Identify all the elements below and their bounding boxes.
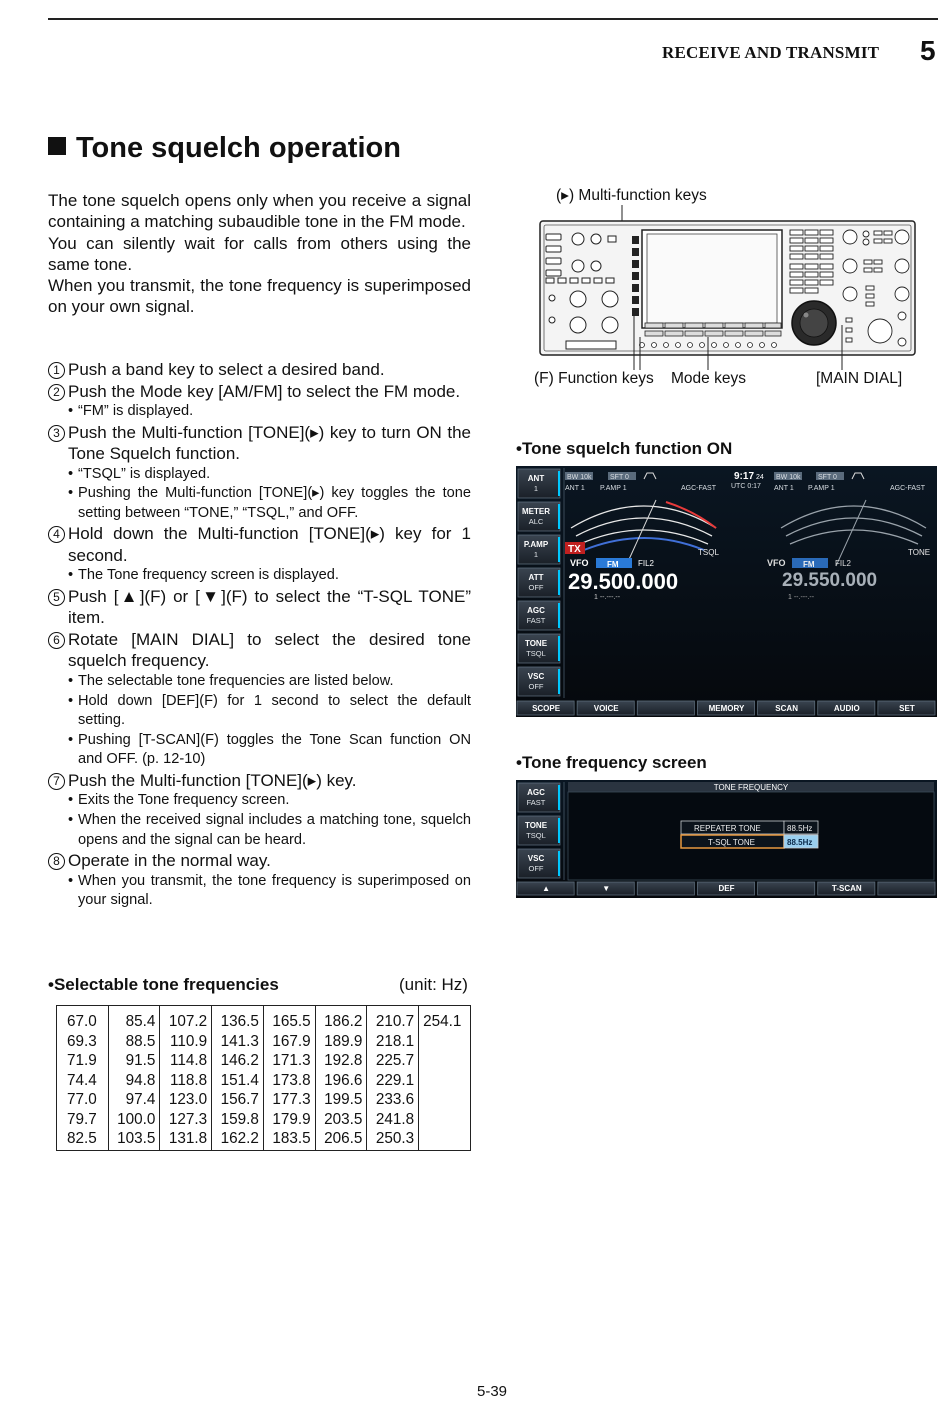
tone-value: 88.5 (125, 1032, 156, 1050)
step-text: Push the Mode key [AM/FM] to select the FM mode. (68, 381, 461, 401)
step-note: • When you transmit, the tone frequency is superimposed on your signal. (48, 872, 471, 911)
main-agc: AGC-FAST (681, 485, 717, 492)
page-number: 5-39 (477, 1383, 508, 1400)
tone-value: 97.4 (125, 1091, 156, 1108)
bottom-key[interactable] (758, 701, 815, 715)
tone-value: 131.8 (168, 1130, 208, 1147)
step-item (48, 770, 471, 792)
step-item (48, 381, 471, 403)
bottom-key[interactable] (517, 882, 574, 895)
side-key[interactable] (518, 783, 560, 812)
tone-value: 210.7 (375, 1013, 415, 1030)
main-memory: 1 --.---.-- (594, 594, 621, 601)
side-key[interactable] (518, 502, 560, 531)
step-note: • Exits the Tone frequency screen. (48, 791, 471, 811)
tone-value: 79.7 (67, 1110, 97, 1128)
tone-value: 203.5 (324, 1110, 363, 1128)
step-text: Push the Multi-function [TONE](▸) key to turn ON the Tone Squelch function. (68, 422, 471, 464)
sub-vfo: VFO (767, 558, 786, 568)
side-key-label: METER (522, 507, 550, 516)
main-mode: FM (607, 560, 619, 569)
header-rule (48, 18, 938, 20)
side-key-value: TSQL (526, 649, 546, 658)
tone-table-unit: (unit: Hz) (399, 975, 468, 994)
side-key-label: ATT (528, 573, 544, 582)
side-key-value: OFF (528, 682, 544, 691)
side-key[interactable] (518, 667, 560, 696)
step-note: • “TSQL” is displayed. (48, 465, 471, 485)
sub-tone-indicator: TONE (908, 548, 931, 557)
tone-value: 118.8 (169, 1071, 208, 1089)
side-key-label: VSC (527, 672, 545, 681)
tone-column (315, 1006, 367, 1151)
tsql-tone-value[interactable]: 88.5Hz (787, 838, 813, 847)
intro-paragraph: The tone squelch opens only when you receive a signal containing a matching subaudible tone in the FM mode. (48, 191, 471, 232)
side-key[interactable] (518, 469, 560, 498)
side-key-value: OFF (528, 583, 544, 592)
repeater-tone-label[interactable]: REPEATER TONE (694, 824, 761, 833)
intro-text (48, 190, 471, 318)
tone-column (108, 1006, 160, 1151)
main-ant: ANT 1 (565, 485, 585, 492)
step-item (48, 850, 471, 872)
step-item (48, 586, 471, 629)
tone-value: 167.9 (272, 1032, 311, 1050)
bottom-key[interactable] (818, 882, 875, 895)
side-key[interactable] (518, 535, 560, 564)
sub-bw: BW 10k (776, 474, 801, 481)
step-text: Push the Multi-function [TONE](▸) key. (68, 770, 357, 790)
step-note: • Hold down [DEF](F) for 1 second to select the default setting. (48, 692, 471, 731)
tx-indicator: TX (568, 544, 581, 555)
bottom-key-label: ▲ (542, 884, 551, 893)
main-bw: BW 10k (567, 474, 592, 481)
tone-column (263, 1006, 315, 1151)
utc-clock: UTC 0:17 (731, 483, 761, 490)
instruction-steps (48, 359, 471, 911)
screen1-caption: • Tone squelch function ON (516, 439, 732, 459)
chapter-title: RECEIVE AND TRANSMIT (662, 43, 880, 62)
bottom-key-label: DEF (718, 884, 735, 893)
clock-seconds: 24 (756, 474, 764, 481)
side-key-value: 1 (533, 550, 539, 559)
tsql-tone-label[interactable]: T-SQL TONE (708, 838, 755, 847)
side-key-label: ANT (527, 474, 545, 483)
sub-frequency: 29.550.000 (782, 570, 878, 591)
step-text: Push [▲](F) or [▼](F) to select the “T-SQL TONE” item. (68, 586, 471, 628)
bottom-key-label: VOICE (593, 704, 619, 713)
step-number: 3 (48, 425, 65, 442)
tone-squelch-on-screen (516, 466, 937, 717)
chapter-number: 5 (920, 35, 936, 66)
tone-value: 107.2 (168, 1013, 208, 1030)
mode-keys-label: Mode keys (671, 370, 746, 387)
tone-column (57, 1006, 109, 1151)
tone-value: 241.8 (375, 1110, 415, 1128)
tone-value: 189.9 (324, 1032, 363, 1050)
step-number: 2 (48, 384, 65, 401)
step-note: • When the received signal includes a matching tone, squelch opens and the signal can be heard. (48, 811, 471, 850)
tone-column (367, 1006, 419, 1151)
sub-agc: AGC-FAST (890, 485, 926, 492)
tone-value: 218.1 (375, 1032, 415, 1050)
main-frequency: 29.500.000 (568, 569, 679, 594)
side-key[interactable] (518, 849, 560, 878)
section-title (48, 132, 401, 165)
tone-value: 199.5 (324, 1091, 363, 1108)
main-tsql-indicator: TSQL (698, 548, 719, 557)
side-key-value: ALC (528, 517, 544, 526)
tone-value: 165.5 (272, 1013, 311, 1030)
sub-filter: FIL2 (835, 559, 852, 568)
tone-value: 77.0 (67, 1091, 97, 1108)
step-note: • The Tone frequency screen is displayed. (48, 566, 471, 586)
function-keys-label: (F) Function keys (534, 370, 654, 387)
step-item (48, 523, 471, 566)
step-number: 4 (48, 526, 65, 543)
tone-value: 127.3 (168, 1110, 208, 1128)
bottom-key[interactable] (577, 701, 634, 715)
tone-value: 110.9 (169, 1032, 208, 1050)
tone-value: 100.0 (117, 1110, 156, 1128)
step-text: Rotate [MAIN DIAL] to select the desired tone squelch frequency. (68, 629, 471, 671)
step-number: 8 (48, 853, 65, 870)
tone-value: 123.0 (168, 1091, 208, 1108)
side-key-value: 1 (533, 484, 539, 493)
bottom-key-label: ▼ (602, 884, 611, 893)
bottom-key[interactable] (878, 882, 935, 895)
main-dial-label: [MAIN DIAL] (816, 370, 903, 387)
side-key-label: TONE (524, 821, 548, 830)
tone-value: 69.3 (67, 1032, 97, 1050)
tone-value: 162.2 (220, 1130, 259, 1147)
screen2-caption: • Tone frequency screen (516, 753, 707, 773)
intro-paragraph: When you transmit, the tone frequency is superimposed on your own signal. (48, 276, 471, 317)
tone-column (419, 1006, 471, 1151)
tone-value: 103.5 (117, 1130, 156, 1147)
bottom-key[interactable] (818, 701, 875, 715)
side-key-label: P.AMP (523, 540, 549, 549)
step-note: • Pushing the Multi-function [TONE](▸) key toggles the tone setting between “TONE,” “TSQL,” and OFF. (48, 484, 471, 523)
side-key-value: FAST (526, 798, 546, 807)
bottom-key[interactable] (697, 882, 754, 895)
tone-value: 206.5 (324, 1130, 363, 1147)
tone-column (212, 1006, 264, 1151)
tone-value: 74.4 (67, 1071, 97, 1089)
step-number: 5 (48, 589, 65, 606)
tone-frequency-title: TONE FREQUENCY (713, 783, 789, 792)
side-key-label: AGC (527, 606, 545, 615)
bottom-key[interactable] (878, 701, 935, 715)
sub-pamp: P.AMP 1 (808, 485, 835, 492)
bottom-key-label: SCAN (775, 704, 798, 713)
clock: 9:17 (734, 471, 755, 482)
sub-ant: ANT 1 (774, 485, 794, 492)
tone-value: 177.3 (272, 1091, 311, 1108)
tone-value: 229.1 (375, 1071, 415, 1089)
tone-value: 71.9 (67, 1052, 97, 1069)
sub-mode: FM (803, 560, 815, 569)
tone-table-caption: • Selectable tone frequencies (48, 975, 279, 995)
step-text: Push a band key to select a desired band. (68, 360, 385, 379)
tone-value: 141.3 (220, 1032, 259, 1050)
tone-value: 114.8 (169, 1052, 208, 1069)
main-sft: SFT 0 (610, 474, 629, 481)
side-key[interactable] (518, 816, 560, 845)
tone-value: 173.8 (272, 1071, 311, 1089)
tone-value: 151.4 (220, 1071, 259, 1089)
tone-value: 171.3 (272, 1052, 311, 1069)
tone-value: 136.5 (220, 1013, 259, 1030)
side-key-label: AGC (527, 788, 545, 797)
tone-frequency-table (56, 1005, 471, 1151)
tone-value: 94.8 (125, 1071, 156, 1089)
main-filter: FIL2 (638, 559, 655, 568)
main-vfo: VFO (570, 558, 589, 568)
step-number: 1 (48, 362, 65, 379)
tone-value: 91.5 (125, 1052, 156, 1069)
tone-value: 192.8 (324, 1052, 363, 1069)
tone-value: 159.8 (220, 1110, 259, 1128)
bottom-key[interactable] (637, 882, 694, 895)
side-key[interactable] (518, 601, 560, 630)
step-note: • Pushing [T-SCAN](F) toggles the Tone Scan function ON and OFF. (p. 12-10) (48, 731, 471, 770)
side-key[interactable] (518, 568, 560, 597)
repeater-tone-value[interactable]: 88.5Hz (787, 824, 813, 833)
bottom-key[interactable] (697, 701, 754, 715)
bottom-key[interactable] (758, 882, 815, 895)
tone-value: 85.4 (125, 1013, 156, 1030)
tone-value: 186.2 (324, 1013, 363, 1030)
step-note: • The selectable tone frequencies are listed below. (48, 672, 471, 692)
tone-value: 233.6 (375, 1091, 415, 1108)
tone-frequency-screen (516, 780, 937, 898)
step-note: • “FM” is displayed. (48, 402, 471, 422)
tone-value: 146.2 (220, 1052, 259, 1069)
step-text: Operate in the normal way. (68, 851, 271, 871)
bottom-key[interactable] (577, 882, 634, 895)
sub-sft: SFT 0 (818, 474, 837, 481)
tone-value: 67.0 (67, 1013, 97, 1030)
bottom-key-label: AUDIO (833, 704, 860, 713)
side-key-value: TSQL (526, 831, 546, 840)
tone-value: 196.6 (324, 1071, 363, 1089)
tone-value: 183.5 (272, 1130, 311, 1147)
tone-value: 82.5 (67, 1130, 97, 1147)
section-title-text: Tone squelch operation (76, 132, 401, 164)
step-item (48, 359, 471, 381)
tone-value: 225.7 (375, 1052, 415, 1069)
bottom-key[interactable] (637, 701, 694, 715)
tone-column (160, 1006, 212, 1151)
bottom-key[interactable] (517, 701, 574, 715)
multi-function-keys-label: (▸) Multi-function keys (556, 187, 707, 204)
sub-memory: 1 --.---.-- (788, 594, 815, 601)
main-pamp: P.AMP 1 (600, 485, 627, 492)
step-number: 6 (48, 632, 65, 649)
step-text: Hold down the Multi-function [TONE](▸) key for 1 second. (68, 524, 471, 565)
step-number: 7 (48, 773, 65, 790)
bottom-key-label: MEMORY (708, 704, 745, 713)
step-item (48, 629, 471, 672)
bottom-key-label: SET (899, 704, 915, 713)
side-key-value: FAST (526, 616, 546, 625)
side-key-value: OFF (528, 864, 544, 873)
side-key-label: TONE (524, 639, 548, 648)
tone-value: 156.7 (220, 1091, 259, 1108)
side-key-label: VSC (527, 854, 545, 863)
intro-paragraph: You can silently wait for calls from others using the same tone. (48, 233, 471, 274)
tone-value: 179.9 (272, 1110, 311, 1128)
bottom-key-label: SCOPE (532, 704, 561, 713)
side-key[interactable] (518, 634, 560, 663)
tone-value: 250.3 (375, 1130, 415, 1147)
bottom-key-label: T-SCAN (831, 884, 862, 893)
step-item (48, 422, 471, 465)
tone-value: 254.1 (423, 1013, 462, 1030)
section-marker-icon (48, 137, 66, 155)
